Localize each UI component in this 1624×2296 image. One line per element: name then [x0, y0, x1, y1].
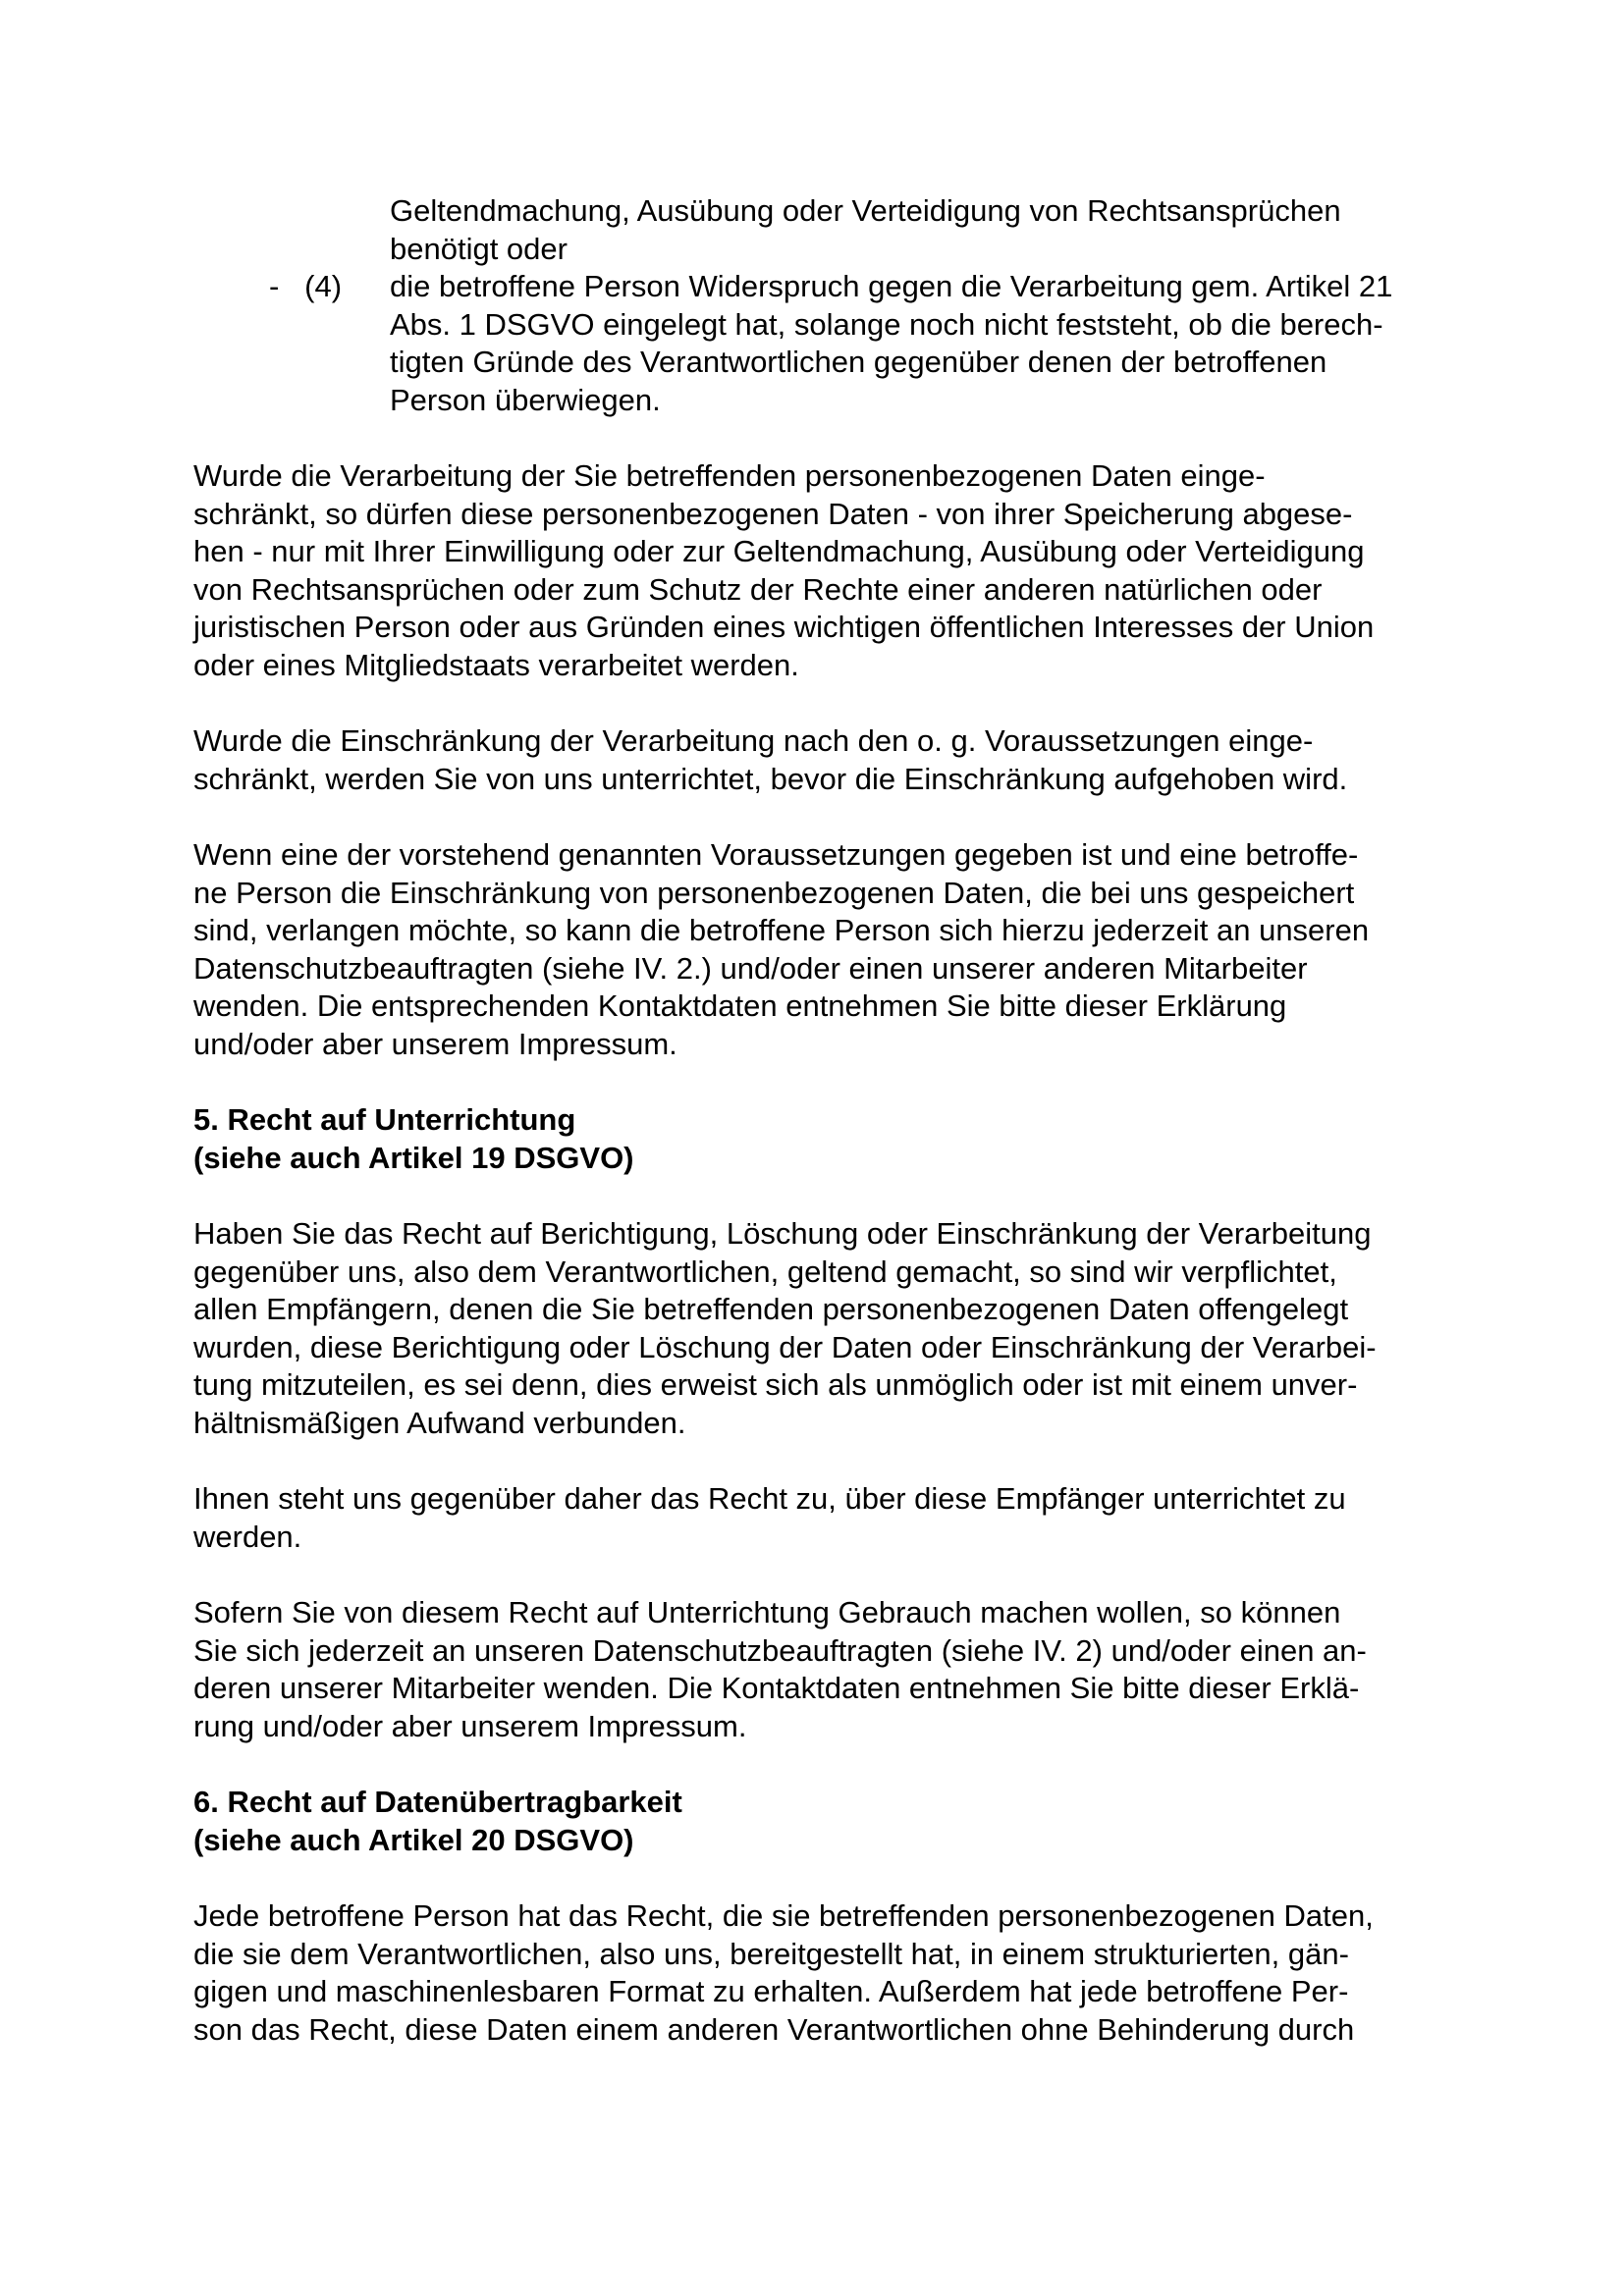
text-line: Person überwiegen. — [390, 382, 661, 417]
text-line: son das Recht, diese Daten einem anderen Verantwortlichen ohne Behinderung durch — [193, 2011, 1355, 2047]
text-line: Wenn eine der vorstehend genannten Voraussetzungen gegeben ist und eine betroffe- — [193, 837, 1359, 872]
text-line: Wurde die Einschränkung der Verarbeitung nach den o. g. Voraussetzungen einge- — [193, 723, 1314, 758]
paragraph-gap — [193, 684, 1470, 722]
text-line: allen Empfängern, denen die Sie betreffenden personenbezogenen Daten offengelegt — [193, 1292, 1349, 1326]
text-line: Datenschutzbeauftragten (siehe IV. 2.) und/oder einen unserer anderen Mitarbeiter — [193, 950, 1308, 986]
text-line: tigten Gründe des Verantwortlichen gegenüber denen der betroffenen — [390, 345, 1327, 379]
paragraph-restriction-lifted — [193, 722, 1470, 798]
text-line: Wurde die Verarbeitung der Sie betreffenden personenbezogenen Daten einge- — [193, 458, 1266, 493]
section-6-paragraph-1 — [193, 1897, 1470, 2049]
text-line: deren unserer Mitarbeiter wenden. Die Kontaktdaten entnehmen Sie bitte dieser Erklä- — [193, 1671, 1360, 1705]
text-line: Ihnen steht uns gegenüber daher das Recht zu, über diese Empfänger unterrichtet zu — [193, 1481, 1346, 1516]
list-item-4 — [193, 268, 1470, 419]
paragraph-gap — [193, 1556, 1470, 1594]
text-line: die sie dem Verantwortlichen, also uns, bereitgestellt hat, in einem strukturierten, gän- — [193, 1936, 1349, 1971]
heading-line: (siehe auch Artikel 19 DSGVO) — [193, 1140, 634, 1175]
section-5-heading — [193, 1101, 1470, 1177]
list-item-continuation — [390, 192, 1470, 268]
text-line: sind, verlangen möchte, so kann die betroffene Person sich hierzu jederzeit an unseren — [193, 913, 1370, 947]
paragraph-gap — [193, 1745, 1470, 1784]
section-6-heading — [193, 1784, 1470, 1859]
section-5-paragraph-2 — [193, 1480, 1470, 1556]
text-line: schränkt, werden Sie von uns unterrichtet, bevor die Einschränkung aufgehoben wird. — [193, 761, 1348, 796]
text-line: Abs. 1 DSGVO eingelegt hat, solange noch nicht feststeht, ob die berech- — [390, 306, 1383, 342]
list-item-text — [390, 268, 1470, 419]
heading-line: (siehe auch Artikel 20 DSGVO) — [193, 1822, 634, 1857]
paragraph-restricted-processing — [193, 457, 1470, 684]
document-page — [193, 192, 1470, 2049]
text-line: hen - nur mit Ihrer Einwilligung oder zur Geltendmachung, Ausübung oder Verteidigung — [193, 534, 1365, 568]
paragraph-gap — [193, 419, 1470, 457]
text-line: Haben Sie das Recht auf Berichtigung, Löschung oder Einschränkung der Verarbeitung — [193, 1216, 1372, 1251]
text-line: von Rechtsansprüchen oder zum Schutz der Rechte einer anderen natürlichen oder — [193, 571, 1323, 607]
list-item-marker: - (4) — [269, 269, 343, 303]
text-line: gegenüber uns, also dem Verantwortlichen, geltend gemacht, so sind wir verpflichtet, — [193, 1254, 1337, 1289]
paragraph-gap — [193, 798, 1470, 836]
paragraph-request-restriction — [193, 836, 1470, 1063]
text-line: oder eines Mitgliedstaats verarbeitet werden. — [193, 647, 799, 682]
text-line: und/oder aber unserem Impressum. — [193, 1026, 677, 1061]
heading-line: 6. Recht auf Datenübertragbarkeit — [193, 1785, 682, 1819]
section-5-paragraph-1 — [193, 1215, 1470, 1442]
paragraph-gap — [193, 1063, 1470, 1101]
heading-line: 5. Recht auf Unterrichtung — [193, 1102, 576, 1137]
text-line: Sofern Sie von diesem Recht auf Unterrichtung Gebrauch machen wollen, so können — [193, 1595, 1341, 1629]
text-line: werden. — [193, 1519, 302, 1554]
text-line: Sie sich jederzeit an unseren Datenschutzbeauftragten (siehe IV. 2) und/oder einen an- — [193, 1632, 1367, 1668]
text-line: hältnismäßigen Aufwand verbunden. — [193, 1405, 686, 1440]
text-line: schränkt, so dürfen diese personenbezogenen Daten - von ihrer Speicherung abgese- — [193, 496, 1353, 531]
section-5-paragraph-3 — [193, 1594, 1470, 1745]
text-line: rung und/oder aber unserem Impressum. — [193, 1708, 747, 1743]
text-line: wenden. Die entsprechenden Kontaktdaten entnehmen Sie bitte dieser Erklärung — [193, 988, 1287, 1023]
paragraph-gap — [193, 1177, 1470, 1215]
text-line: Jede betroffene Person hat das Recht, die sie betreffenden personenbezogenen Daten, — [193, 1898, 1374, 1933]
text-line: benötigt oder — [390, 231, 568, 266]
paragraph-gap — [193, 1859, 1470, 1897]
text-line: wurden, diese Berichtigung oder Löschung der Daten oder Einschränkung der Verarbei- — [193, 1329, 1377, 1364]
text-line: tung mitzuteilen, es sei denn, dies erweist sich als unmöglich oder ist mit einem unver- — [193, 1367, 1358, 1402]
text-line: gigen und maschinenlesbaren Format zu erhalten. Außerdem hat jede betroffene Per- — [193, 1974, 1349, 2008]
text-line: die betroffene Person Widerspruch gegen die Verarbeitung gem. Artikel 21 — [390, 269, 1393, 303]
text-line: Geltendmachung, Ausübung oder Verteidigung von Rechtsansprüchen — [390, 193, 1341, 228]
text-line: juristischen Person oder aus Gründen eines wichtigen öffentlichen Interesses der Union — [193, 610, 1375, 644]
text-line: ne Person die Einschränkung von personenbezogenen Daten, die bei uns gespeichert — [193, 875, 1355, 910]
paragraph-gap — [193, 1442, 1470, 1480]
